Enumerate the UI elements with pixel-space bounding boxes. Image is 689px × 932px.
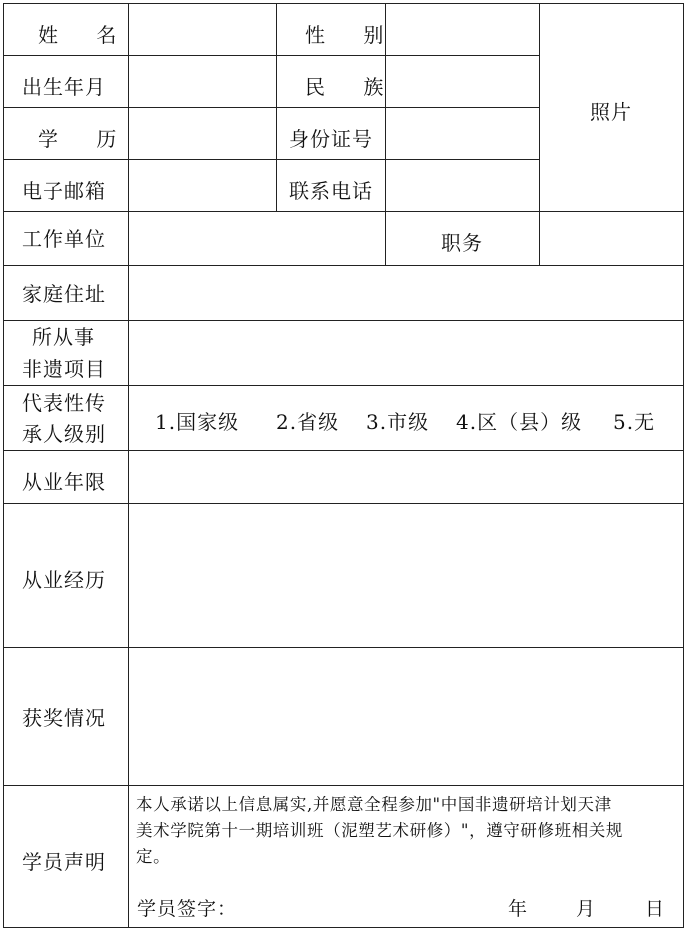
education-field[interactable] xyxy=(129,108,276,159)
project-field[interactable] xyxy=(129,321,683,385)
level-option-none[interactable]: 5.无 xyxy=(613,410,656,434)
date-month-label: 月 xyxy=(576,898,596,920)
photo-area[interactable] xyxy=(540,4,683,211)
email-label: 电子邮箱 xyxy=(22,179,106,203)
signature-label: 学员签字： xyxy=(137,898,238,920)
row-line xyxy=(3,385,684,386)
position-label: 职务 xyxy=(441,231,483,255)
awards-field[interactable] xyxy=(129,648,683,785)
project-label-line1: 所从事 xyxy=(32,325,95,349)
col-line xyxy=(3,3,4,928)
birth-label: 出生年月 xyxy=(22,75,106,99)
email-field[interactable] xyxy=(129,160,276,211)
signature-field[interactable] xyxy=(240,896,500,924)
phone-label: 联系电话 xyxy=(289,179,373,203)
work-unit-field[interactable] xyxy=(129,212,385,265)
position-field[interactable] xyxy=(540,212,683,265)
declaration-line: 定。 xyxy=(136,847,171,866)
photo-label: 照片 xyxy=(590,100,632,124)
col-line xyxy=(276,3,277,212)
awards-label: 获奖情况 xyxy=(22,706,106,730)
level-label-line1: 代表性传 xyxy=(22,391,106,415)
name-field[interactable] xyxy=(129,4,276,55)
experience-label: 从业经历 xyxy=(22,568,106,592)
date-day-label: 日 xyxy=(645,898,665,920)
project-label-line2: 非遗项目 xyxy=(22,357,106,381)
declaration-line: 本人承诺以上信息属实,并愿意全程参加"中国非遗研培计划天津 xyxy=(136,795,612,814)
years-label: 从业年限 xyxy=(22,470,106,494)
level-option-district[interactable]: 4.区（县）级 xyxy=(456,410,583,434)
date-year-label: 年 xyxy=(508,898,528,920)
col-line xyxy=(683,3,684,928)
years-field[interactable] xyxy=(129,451,683,503)
level-option-national[interactable]: 1.国家级 xyxy=(155,410,240,434)
work-unit-label: 工作单位 xyxy=(22,227,106,251)
row-line xyxy=(3,927,684,928)
address-field[interactable] xyxy=(129,266,683,320)
experience-field[interactable] xyxy=(129,504,683,647)
gender-field[interactable] xyxy=(386,4,539,55)
birth-field[interactable] xyxy=(129,56,276,107)
declaration-line: 美术学院第十一期培训班（泥塑艺术研修）"，遵守研修班相关规 xyxy=(136,821,623,840)
gender-label: 性 别 xyxy=(305,23,400,47)
ethnicity-field[interactable] xyxy=(386,56,539,107)
row-line xyxy=(3,785,684,786)
phone-field[interactable] xyxy=(386,160,539,211)
declaration-label: 学员声明 xyxy=(22,850,106,874)
name-label: 姓 名 xyxy=(38,23,133,47)
declaration-text xyxy=(136,792,680,870)
level-label-line2: 承人级别 xyxy=(22,422,106,446)
level-option-provincial[interactable]: 2.省级 xyxy=(276,410,340,434)
education-label: 学 历 xyxy=(38,127,133,151)
id-number-label: 身份证号 xyxy=(289,127,373,151)
ethnicity-label: 民 族 xyxy=(305,75,400,99)
level-option-city[interactable]: 3.市级 xyxy=(366,410,430,434)
id-number-field[interactable] xyxy=(386,108,539,159)
address-label: 家庭住址 xyxy=(22,282,106,306)
